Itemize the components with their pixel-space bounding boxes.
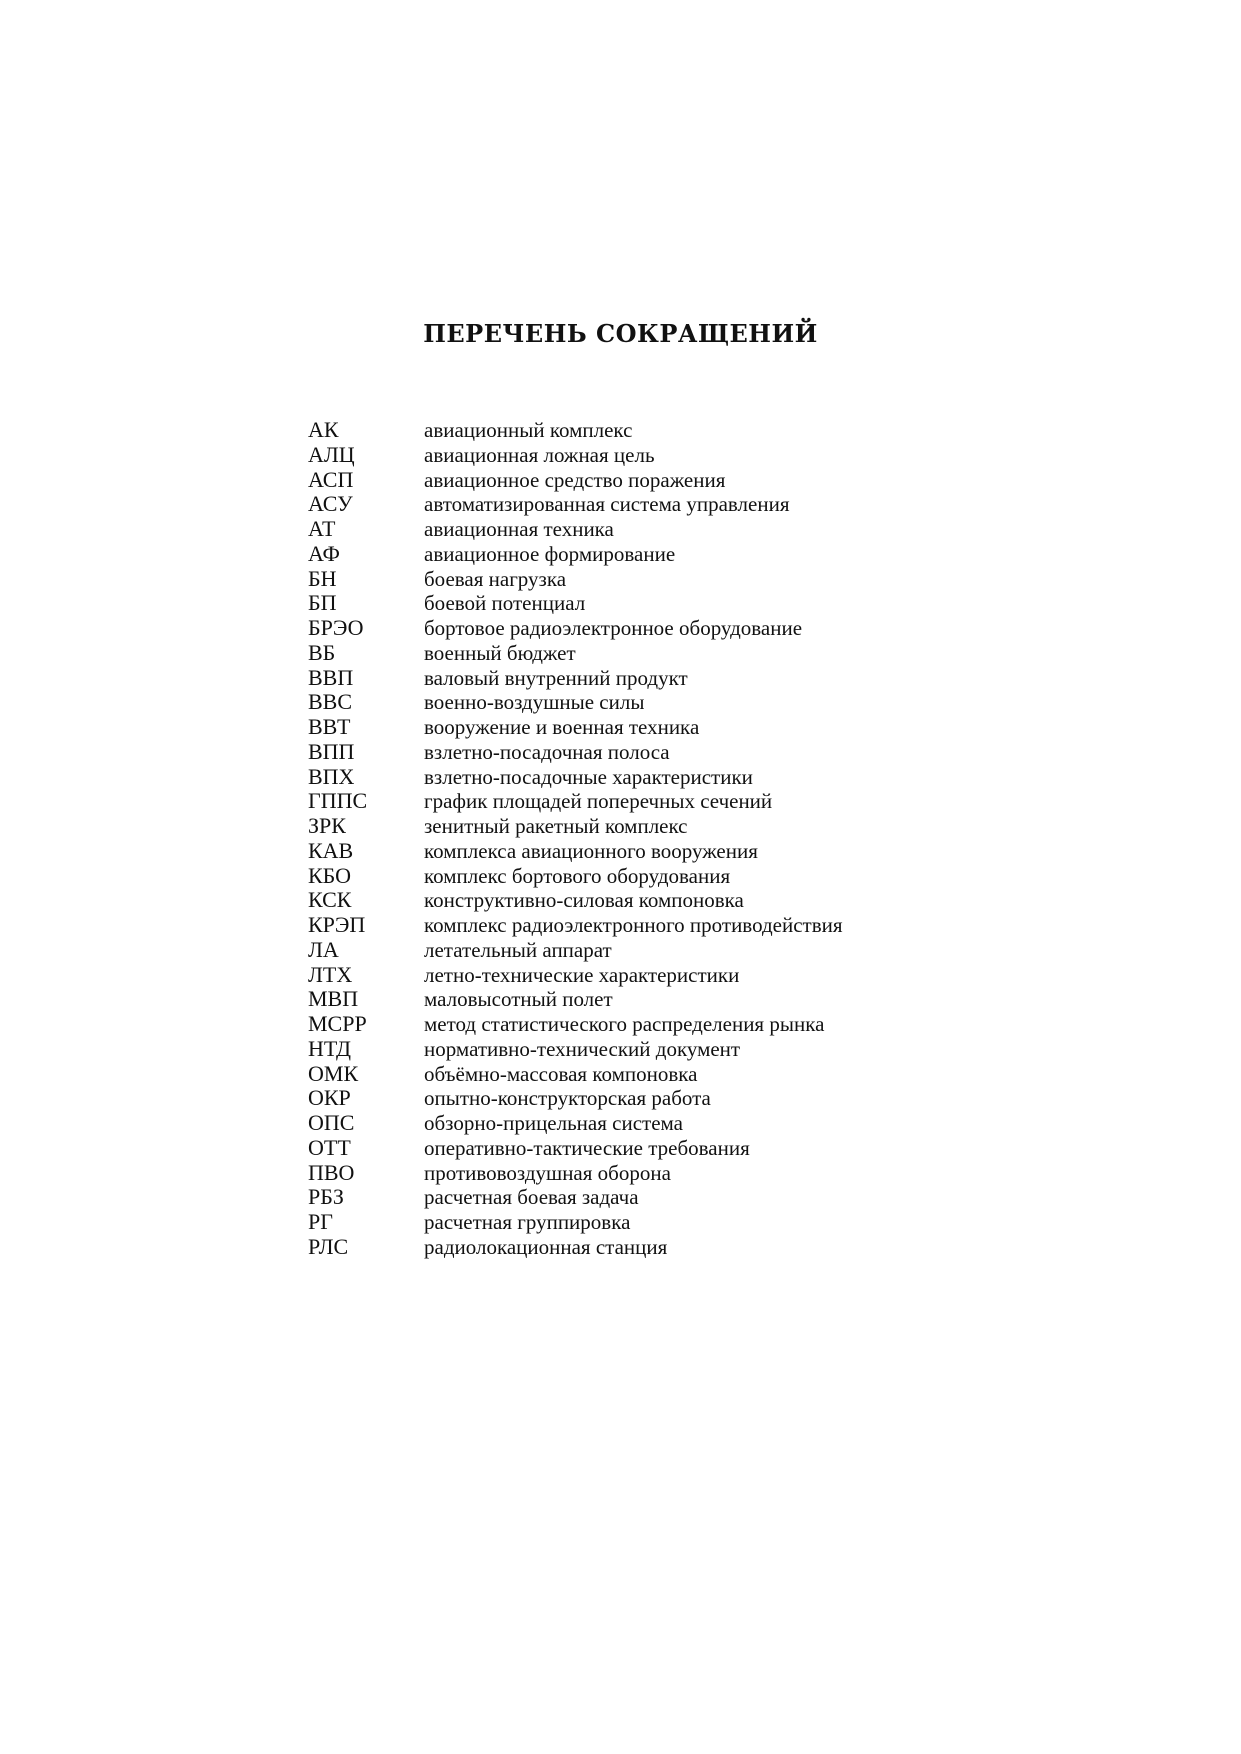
page-title: ПЕРЕЧЕНЬ СОКРАЩЕНИЙ	[423, 319, 818, 349]
abbreviation-description: авиационный комплекс	[424, 418, 633, 442]
abbreviation-description: автоматизированная система управления	[424, 492, 790, 517]
abbreviation-row	[308, 938, 948, 963]
abbreviation-description: авиационное формирование	[424, 541, 676, 566]
abbreviation-code: БРЭО	[308, 615, 364, 640]
abbreviation-row	[308, 765, 948, 790]
abbreviation-row	[308, 1185, 948, 1210]
abbreviation-code: ЗРК	[308, 813, 346, 838]
abbreviation-description: противовоздушная оборона	[424, 1160, 671, 1185]
abbreviation-description: расчетная группировка	[424, 1210, 631, 1234]
abbreviation-code: РЛС	[308, 1233, 349, 1259]
abbreviation-row	[308, 963, 948, 988]
abbreviation-code: КБО	[308, 862, 352, 888]
abbreviation-code: ВПХ	[308, 763, 355, 789]
abbreviation-code: БП	[308, 590, 337, 616]
abbreviation-code: ПВО	[308, 1159, 355, 1185]
abbreviation-row	[308, 492, 948, 517]
abbreviation-code: АК	[308, 417, 339, 442]
abbreviation-description: комплекс бортового оборудования	[424, 863, 731, 888]
abbreviation-code: ВВТ	[308, 714, 351, 739]
abbreviation-description: вооружение и военная техника	[424, 715, 700, 739]
abbreviation-description: объёмно-массовая компоновка	[424, 1061, 698, 1086]
abbreviation-description: летно-технические характеристики	[424, 962, 740, 987]
abbreviation-row	[308, 1235, 948, 1260]
abbreviation-row	[308, 789, 948, 814]
abbreviation-code: РБЗ	[308, 1184, 344, 1210]
abbreviation-row	[308, 591, 948, 616]
abbreviation-description: военно-воздушные силы	[424, 690, 645, 715]
abbreviation-description: обзорно-прицельная система	[424, 1111, 683, 1135]
abbreviation-description: комплекс радиоэлектронного противодействия	[424, 913, 843, 937]
abbreviation-description: оперативно-тактические требования	[424, 1135, 750, 1160]
abbreviation-row	[308, 1210, 948, 1235]
abbreviation-code: АСП	[308, 466, 354, 492]
abbreviation-code: РГ	[308, 1209, 333, 1234]
abbreviation-description: летательный аппарат	[424, 937, 612, 962]
abbreviation-list	[308, 418, 948, 1260]
abbreviation-description: боевой потенциал	[424, 591, 586, 616]
abbreviation-row	[308, 888, 948, 913]
abbreviation-row	[308, 616, 948, 641]
abbreviation-row	[308, 740, 948, 765]
abbreviation-description: авиационное средство поражения	[424, 467, 726, 492]
abbreviation-row	[308, 666, 948, 691]
abbreviation-description: нормативно-технический документ	[424, 1036, 741, 1061]
abbreviation-row	[308, 443, 948, 468]
abbreviation-code: ОМК	[308, 1060, 359, 1086]
abbreviation-code: ВВС	[308, 689, 353, 715]
abbreviation-row	[308, 1062, 948, 1087]
abbreviation-row	[308, 814, 948, 839]
abbreviation-code: НТД	[308, 1035, 351, 1061]
abbreviation-row	[308, 839, 948, 864]
abbreviation-code: АЛЦ	[308, 441, 355, 467]
abbreviation-row	[308, 864, 948, 889]
abbreviation-code: АФ	[308, 540, 340, 566]
abbreviation-description: валовый внутренний продукт	[424, 665, 688, 690]
abbreviation-description: бортовое радиоэлектронное оборудование	[424, 616, 803, 640]
abbreviation-row	[308, 468, 948, 493]
abbreviation-description: радиолокационная станция	[424, 1234, 668, 1259]
abbreviation-row	[308, 1136, 948, 1161]
abbreviation-row	[308, 1111, 948, 1136]
abbreviation-row	[308, 418, 948, 443]
abbreviation-code: КАВ	[308, 837, 354, 863]
abbreviation-code: ОТТ	[308, 1134, 351, 1160]
abbreviation-row	[308, 641, 948, 666]
abbreviation-description: график площадей поперечных сечений	[424, 789, 773, 814]
abbreviation-row	[308, 567, 948, 592]
abbreviation-description: маловысотный полет	[424, 987, 613, 1012]
abbreviation-code: ОПС	[308, 1110, 355, 1135]
abbreviation-description: опытно-конструкторская работа	[424, 1086, 711, 1111]
abbreviation-description: военный бюджет	[424, 640, 576, 665]
abbreviation-code: ВБ	[308, 639, 336, 665]
abbreviation-description: боевая нагрузка	[424, 566, 567, 591]
abbreviation-row	[308, 913, 948, 938]
abbreviation-row	[308, 1012, 948, 1037]
abbreviation-code: ВВП	[308, 664, 354, 690]
abbreviation-description: взлетно-посадочные характеристики	[424, 764, 753, 789]
abbreviation-description: расчетная боевая задача	[424, 1185, 639, 1210]
abbreviation-description: авиационная ложная цель	[424, 442, 655, 467]
abbreviation-code: ВПП	[308, 738, 355, 764]
abbreviation-description: взлетно-посадочная полоса	[424, 739, 670, 764]
abbreviation-code: ГППС	[308, 788, 368, 814]
abbreviation-code: МВП	[308, 986, 359, 1012]
abbreviation-row	[308, 517, 948, 542]
abbreviation-description: комплекса авиационного вооружения	[424, 838, 758, 863]
abbreviation-code: БН	[308, 565, 337, 591]
abbreviation-description: авиационная техника	[424, 517, 614, 541]
abbreviation-code: МСРР	[308, 1011, 367, 1036]
abbreviation-row	[308, 690, 948, 715]
abbreviation-code: ОКР	[308, 1085, 351, 1111]
abbreviation-row	[308, 715, 948, 740]
abbreviation-row	[308, 987, 948, 1012]
abbreviation-code: ЛА	[308, 936, 339, 962]
abbreviation-description: зенитный ракетный комплекс	[424, 814, 688, 838]
abbreviation-row	[308, 1161, 948, 1186]
abbreviation-description: конструктивно-силовая компоновка	[424, 888, 744, 913]
abbreviation-code: КСК	[308, 887, 352, 913]
abbreviation-row	[308, 1037, 948, 1062]
abbreviation-row	[308, 1086, 948, 1111]
abbreviation-description: метод статистического распределения рынка	[424, 1012, 825, 1036]
abbreviation-row	[308, 542, 948, 567]
abbreviation-code: ЛТХ	[308, 961, 353, 987]
abbreviation-code: АСУ	[308, 491, 353, 517]
abbreviation-code: КРЭП	[308, 912, 366, 937]
abbreviation-code: АТ	[308, 516, 336, 541]
